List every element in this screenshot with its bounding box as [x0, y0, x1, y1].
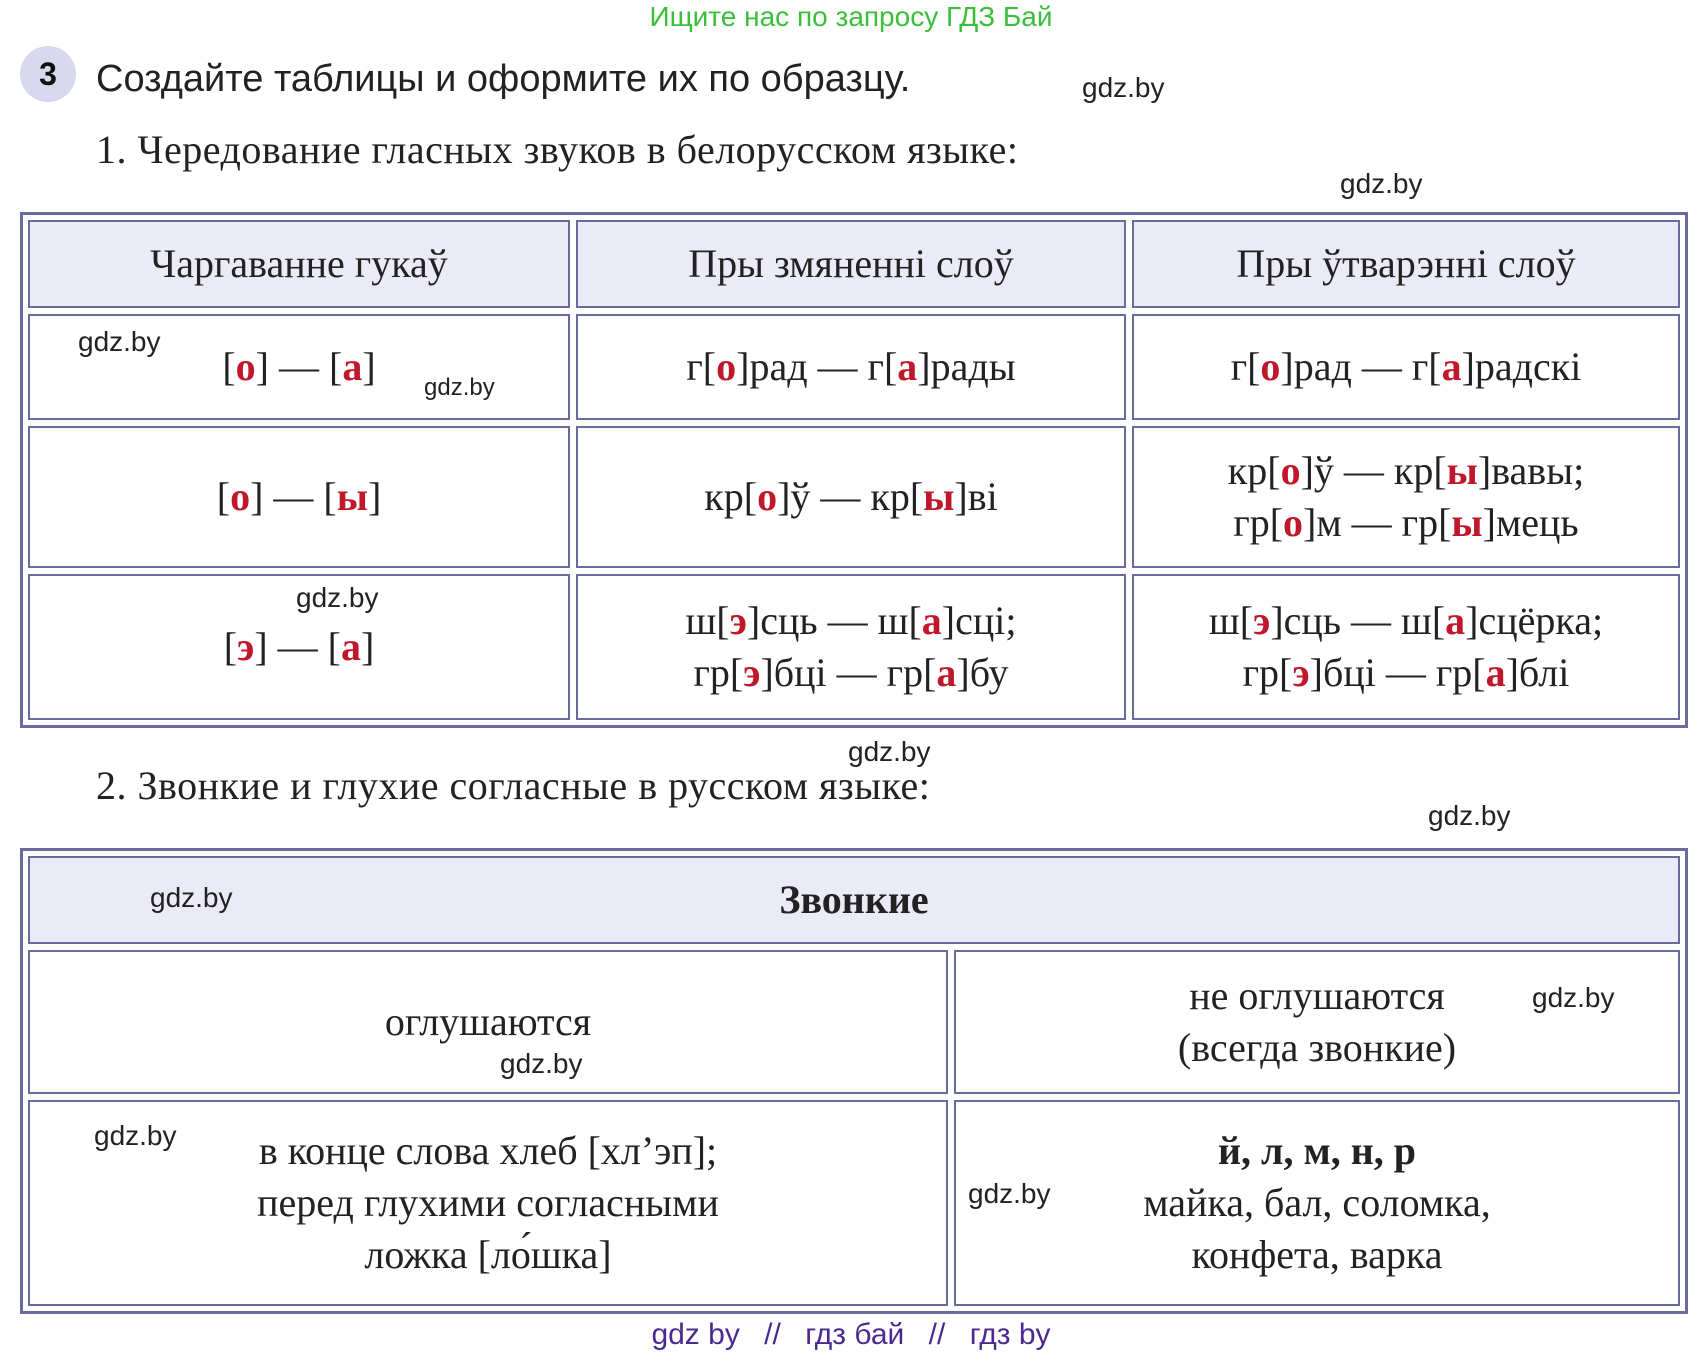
task-number-badge: 3	[20, 46, 76, 102]
table1-row2-change	[576, 426, 1126, 568]
table1-header-change: Пры змяненні слоў	[576, 220, 1126, 308]
letters-line: й, л, м, н, р	[1217, 1128, 1417, 1173]
rule-line: перед глухими согласными	[257, 1180, 719, 1225]
table1-row3-change	[576, 574, 1126, 720]
watermark: gdz.by	[968, 1178, 1051, 1209]
table2-heading: 2. Звонкие и глухие согласные в русском языке:	[96, 763, 931, 808]
example-line: г[о]рад — г[а]рады	[686, 344, 1016, 389]
table1-row3-formation	[1132, 574, 1680, 720]
table1-heading: 1. Чередование гласных звуков в белорусском языке:	[96, 127, 1019, 172]
example-line: ш[э]сць — ш[а]сцёрка;	[1208, 598, 1604, 643]
watermark: gdz.by	[500, 1048, 583, 1079]
example-line: кр[о]ў — кр[ы]вавы;	[1227, 448, 1585, 493]
sounds-line: [о] — [а]	[222, 344, 376, 389]
watermark: gdz.by	[1428, 800, 1511, 831]
table2-right-body	[954, 1100, 1680, 1306]
examples-line: майка, бал, соломка,	[1143, 1180, 1491, 1225]
table2-left-header	[28, 950, 948, 1094]
watermark: gdz.by	[78, 326, 161, 357]
table1-row2-sounds	[28, 426, 570, 568]
footer	[0, 1318, 1702, 1352]
watermark: gdz.by	[848, 736, 931, 767]
table1-header-formation: Пры ўтварэнні слоў	[1132, 220, 1680, 308]
footer-separator: //	[764, 1318, 781, 1351]
task-text: Создайте таблицы и оформите их по образцу.	[96, 58, 911, 100]
sounds-line: [о] — [ы]	[216, 474, 382, 519]
table1-header-sounds: Чаргаванне гукаў	[28, 220, 570, 308]
example-line: гр[э]бці — гр[а]бу	[693, 650, 1009, 695]
table1-row2-formation	[1132, 426, 1680, 568]
footer-text: гдз бай	[805, 1318, 905, 1351]
example-line: гр[о]м — гр[ы]мець	[1233, 500, 1579, 545]
rule-line: в конце слова хлеб [хл’эп];	[258, 1128, 718, 1173]
watermark: gdz.by	[1082, 72, 1165, 103]
footer-text: gdz by	[651, 1318, 740, 1351]
left-header-text: оглушаются	[384, 999, 592, 1044]
top-banner: Ищите нас по запросу ГДЗ Бай	[649, 1, 1053, 32]
footer-separator: //	[928, 1318, 946, 1351]
examples-line: конфета, варка	[1191, 1232, 1443, 1277]
right-header-line: не оглушаются	[1189, 973, 1445, 1018]
watermark: gdz.by	[94, 1120, 177, 1151]
table2-right-header	[954, 950, 1680, 1094]
example-line: кр[о]ў — кр[ы]ві	[704, 474, 998, 519]
watermark: gdz.by	[1532, 982, 1615, 1013]
right-header-line: (всегда звонкие)	[1177, 1025, 1457, 1070]
table2-title: Звонкие	[28, 856, 1680, 944]
watermark: gdz.by	[296, 582, 379, 613]
table1-row1-formation	[1132, 314, 1680, 420]
example-line: ш[э]сць — ш[а]сці;	[685, 598, 1017, 643]
example-line: гр[э]бці — гр[а]блі	[1242, 650, 1570, 695]
sounds-line: [э] — [а]	[223, 624, 375, 669]
footer-text: гдз by	[969, 1318, 1051, 1351]
example-line: г[о]рад — г[а]радскі	[1230, 344, 1582, 389]
watermark: gdz.by	[150, 882, 233, 913]
watermark: gdz.by	[424, 374, 495, 401]
watermark: gdz.by	[1340, 168, 1423, 199]
rule-line: ложка [ло́шка]	[364, 1232, 612, 1277]
table1-row1-change	[576, 314, 1126, 420]
